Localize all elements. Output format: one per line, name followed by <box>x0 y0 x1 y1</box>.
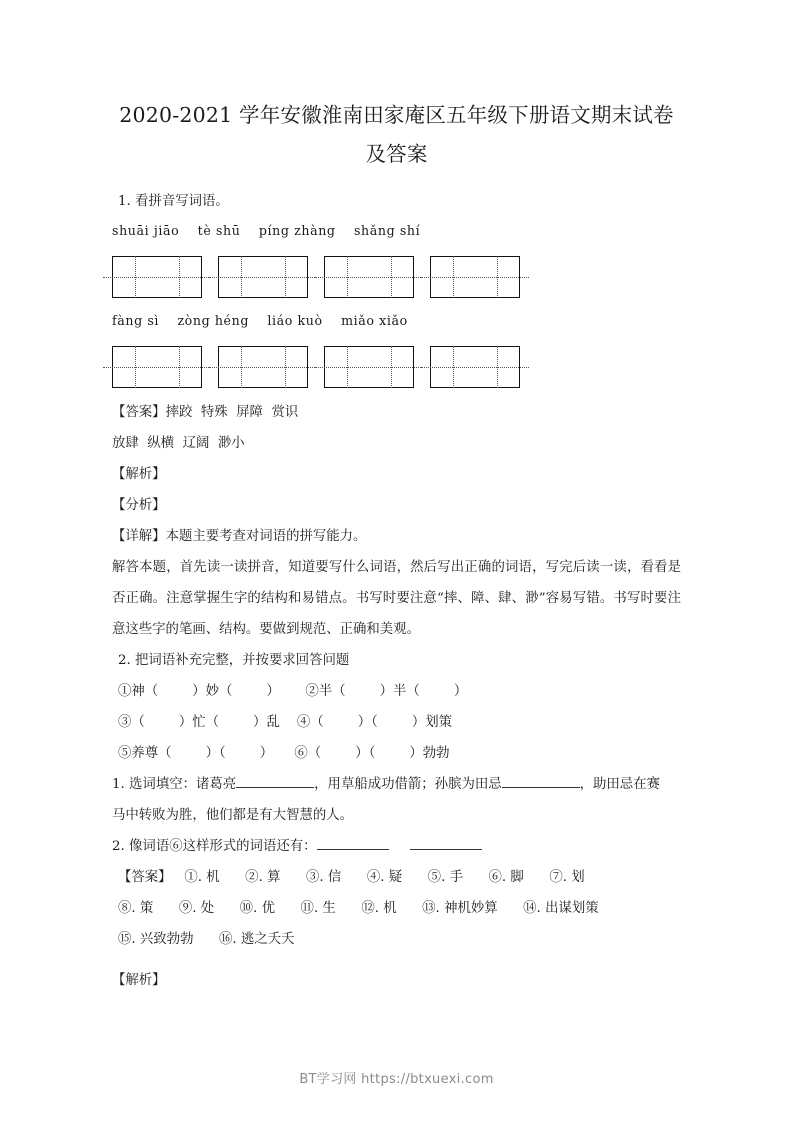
tianzige-box[interactable] <box>218 346 308 388</box>
tianzige-box[interactable] <box>430 346 520 388</box>
answer-text-1: ①. 机 ②. 算 ③. 信 ④. 疑 ⑤. 手 ⑥. 脚 ⑦. 划 <box>184 870 585 885</box>
sub-1-mid: ，用草船成功借箭；孙膑为田忌 <box>314 777 502 792</box>
xiangjie-label: 【详解】 <box>112 529 166 544</box>
grid-hline <box>421 277 529 278</box>
question-1-answer-line-2: 放肆 纵横 辽阔 渺小 <box>112 436 245 451</box>
grid-hline <box>103 367 211 368</box>
xiangjie-text: 本题主要考查对词语的拼写能力。 <box>165 529 367 544</box>
grid-hline <box>315 277 423 278</box>
grid-hline <box>315 367 423 368</box>
question-2-sub-1 <box>112 769 681 800</box>
page-title-line-1: 2020-2021 学年安徽淮南田家庵区五年级下册语文期末试卷 <box>119 103 674 127</box>
question-2-answer-line-2: ⑧. 策 ⑨. 处 ⑩. 优 ⑪. 生 ⑫. 机 ⑬. 神机妙算 ⑭. 出谋划策 <box>118 901 599 916</box>
grid-hline <box>209 277 317 278</box>
sub-2-prefix: 2. 像词语⑥这样形式的词语还有： <box>112 839 317 854</box>
grid-hline <box>103 277 211 278</box>
question-1-heading: 1. 看拼音写词语。 <box>118 194 229 209</box>
question-1-answer-line-1 <box>112 397 681 428</box>
question-2-fill-line-3[interactable]: ⑤养尊（ ）（ ） ⑥（ ）（ ）勃勃 <box>118 746 450 761</box>
pinyin-row-2: fàng sì zòng héng liáo kuò miǎo xiǎo <box>112 313 408 328</box>
question-2-answer-line-3: ⑮. 兴致勃勃 ⑯. 逃之夭夭 <box>118 932 295 947</box>
sub-1-prefix: 1. 选词填空：诸葛亮 <box>112 777 237 792</box>
grid-hline <box>421 367 529 368</box>
answer-label: 【答案】 <box>118 870 172 885</box>
question-2-heading: 2. 把词语补充完整，并按要求回答问题 <box>118 653 350 668</box>
tianzige-box[interactable] <box>112 256 202 298</box>
answer-label: 【答案】 <box>112 405 166 420</box>
question-1-fenxi-label: 【分析】 <box>112 498 166 513</box>
question-1-analysis-label: 【解析】 <box>112 467 166 482</box>
sub-1-blank-1[interactable] <box>236 787 314 788</box>
footer-watermark: BT学习网 https://btxuexi.com <box>299 1072 494 1087</box>
question-2-fill-line-1[interactable]: ①神（ ）妙（ ） ②半（ ）半（ ） <box>118 684 468 699</box>
sub-2-blank-2[interactable] <box>410 849 482 850</box>
question-1-explanation: 解答本题，首先读一读拼音，知道要写什么词语，然后写出正确的词语，写完后读一读，看看是否正确。注意掌握生字的结构和易错点。书写时要注意“摔、障、肆、渺”容易写错。书写时要注意这些字的笔画、结构。要做到规范、正确和美观。 <box>112 560 681 637</box>
question-2-analysis-label: 【解析】 <box>112 973 166 988</box>
question-2-sub-2 <box>112 831 681 862</box>
sub-2-blank-1[interactable] <box>317 849 389 850</box>
question-2-fill-line-2[interactable]: ③（ ）忙（ ）乱 ④（ ）（ ）划策 <box>118 715 453 730</box>
tianzige-box[interactable] <box>430 256 520 298</box>
page-title-line-2: 及答案 <box>365 142 428 166</box>
sub-1-blank-2[interactable] <box>502 787 580 788</box>
tianzige-row-1 <box>112 251 681 303</box>
tianzige-row-2 <box>112 341 681 393</box>
grid-hline <box>209 367 317 368</box>
pinyin-row-1: shuāi jiāo tè shū píng zhàng shǎng shí <box>112 223 421 238</box>
question-1-xiangjie <box>112 521 681 552</box>
sub-1-suffix: ，助田忌在赛 <box>579 777 660 792</box>
tianzige-box[interactable] <box>218 256 308 298</box>
tianzige-box[interactable] <box>324 256 414 298</box>
tianzige-box[interactable] <box>112 346 202 388</box>
tianzige-box[interactable] <box>324 346 414 388</box>
page-title <box>112 96 681 174</box>
question-2-sub-1-line-2: 马中转败为胜，他们都是有大智慧的人。 <box>112 808 354 823</box>
question-2-answer-line-1 <box>112 862 681 893</box>
answer-text-1: 摔跤 特殊 屏障 赏识 <box>165 405 299 420</box>
